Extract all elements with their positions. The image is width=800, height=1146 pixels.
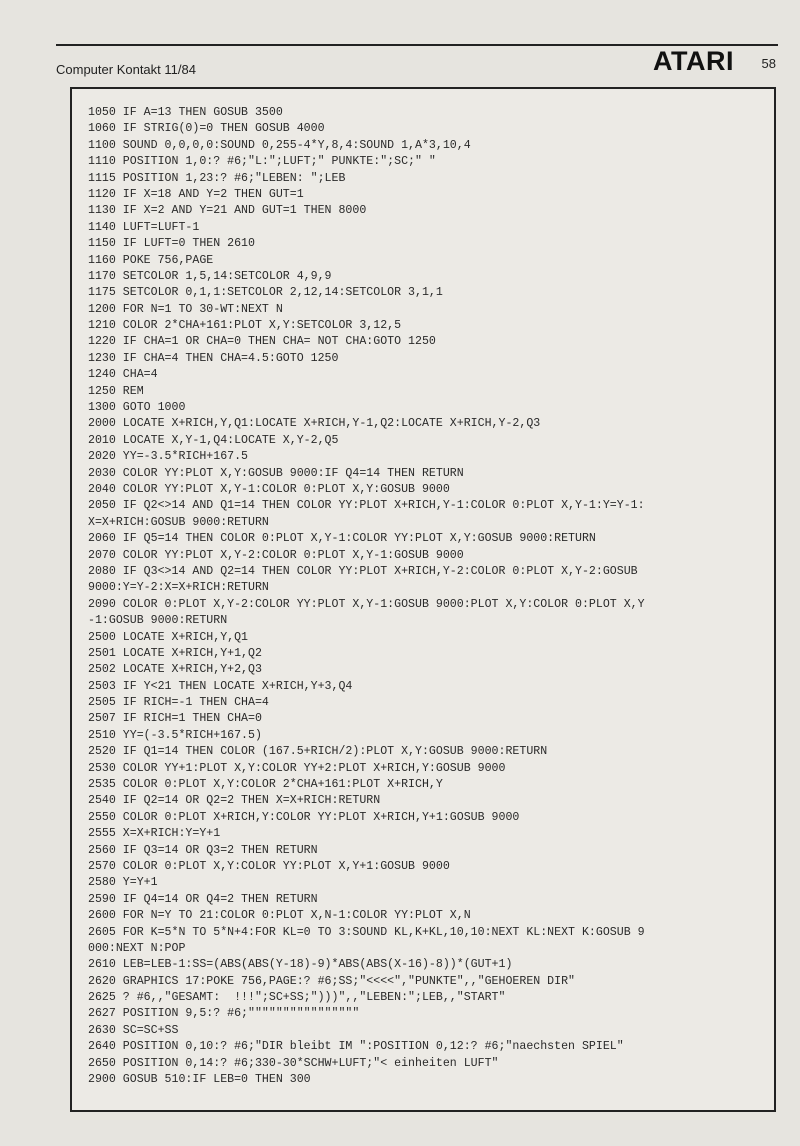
code-line: 1150 IF LUFT=0 THEN 2610 (88, 237, 255, 251)
code-line: 2040 COLOR YY:PLOT X,Y-1:COLOR 0:PLOT X,Y:GOSUB 9000 (88, 482, 450, 496)
code-line: 1100 SOUND 0,0,0,0:SOUND 0,255-4*Y,8,4:SOUND 1,A*3,10,4 (88, 138, 471, 152)
code-line: 1160 POKE 756,PAGE (88, 253, 214, 267)
code-line: 2530 COLOR YY+1:PLOT X,Y:COLOR YY+2:PLOT X+RICH,Y:GOSUB 9000 (88, 761, 506, 775)
code-line: 1130 IF X=2 AND Y=21 AND GUT=1 THEN 8000 (88, 204, 367, 218)
code-line: 2560 IF Q3=14 OR Q3=2 THEN RETURN (88, 843, 318, 857)
code-line: 000:NEXT N:POP (88, 941, 186, 955)
code-line: 2080 IF Q3<>14 AND Q2=14 THEN COLOR YY:PLOT X+RICH,Y-2:COLOR 0:PLOT X,Y-2:GOSUB (88, 564, 638, 578)
code-line: 1240 CHA=4 (88, 368, 158, 382)
code-line: 1250 REM (88, 384, 144, 398)
code-line: 2507 IF RICH=1 THEN CHA=0 (88, 712, 262, 726)
code-line: 2535 COLOR 0:PLOT X,Y:COLOR 2*CHA+161:PLOT X+RICH,Y (88, 778, 443, 792)
code-line: 2610 LEB=LEB-1:SS=(ABS(ABS(Y-18)-9)*ABS(ABS(X-16)-8))*(GUT+1) (88, 958, 513, 972)
page-header (56, 44, 778, 84)
code-line: 2570 COLOR 0:PLOT X,Y:COLOR YY:PLOT X,Y+1:GOSUB 9000 (88, 859, 450, 873)
code-line: 1220 IF CHA=1 OR CHA=0 THEN CHA= NOT CHA:GOTO 1250 (88, 335, 436, 349)
code-line: 1210 COLOR 2*CHA+161:PLOT X,Y:SETCOLOR 3,12,5 (88, 319, 402, 333)
page-number: 58 (761, 56, 776, 71)
code-line: 2620 GRAPHICS 17:POKE 756,PAGE:? #6;SS;"<<<<","PUNKTE",,"GEHOEREN DIR" (88, 974, 576, 988)
code-line: 2625 ? #6,,"GESAMT: !!!";SC+SS;")))",,"LEBEN:";LEB,,"START" (88, 991, 506, 1005)
section-title: ATARI (653, 46, 734, 76)
code-line: 2555 X=X+RICH:Y=Y+1 (88, 827, 221, 841)
code-line: 2010 LOCATE X,Y-1,Q4:LOCATE X,Y-2,Q5 (88, 433, 339, 447)
code-line: 2090 COLOR 0:PLOT X,Y-2:COLOR YY:PLOT X,Y-1:GOSUB 9000:PLOT X,Y:COLOR 0:PLOT X,Y (88, 597, 645, 611)
code-line: 2630 SC=SC+SS (88, 1023, 179, 1037)
code-line: 9000:Y=Y-2:X=X+RICH:RETURN (88, 581, 269, 595)
code-line: 2500 LOCATE X+RICH,Y,Q1 (88, 630, 249, 644)
code-line: 2510 YY=(-3.5*RICH+167.5) (88, 728, 262, 742)
code-line: 1060 IF STRIG(0)=0 THEN GOSUB 4000 (88, 122, 325, 136)
code-line: 2505 IF RICH=-1 THEN CHA=4 (88, 696, 269, 710)
code-line: 2503 IF Y<21 THEN LOCATE X+RICH,Y+3,Q4 (88, 679, 353, 693)
code-listing-box (70, 87, 776, 1112)
code-line: 1300 GOTO 1000 (88, 401, 186, 415)
code-line: 1175 SETCOLOR 0,1,1:SETCOLOR 2,12,14:SETCOLOR 3,1,1 (88, 286, 443, 300)
code-line: 2627 POSITION 9,5:? #6;"""""""""""""""" (88, 1007, 360, 1021)
code-line: 2580 Y=Y+1 (88, 876, 158, 890)
code-line: 1140 LUFT=LUFT-1 (88, 220, 200, 234)
code-line: 2600 FOR N=Y TO 21:COLOR 0:PLOT X,N-1:COLOR YY:PLOT X,N (88, 909, 471, 923)
code-line: 2590 IF Q4=14 OR Q4=2 THEN RETURN (88, 892, 318, 906)
code-line: 2050 IF Q2<>14 AND Q1=14 THEN COLOR YY:PLOT X+RICH,Y-1:COLOR 0:PLOT X,Y-1:Y=Y-1: (88, 499, 645, 513)
code-line: 2030 COLOR YY:PLOT X,Y:GOSUB 9000:IF Q4=14 THEN RETURN (88, 466, 464, 480)
code-line: 2070 COLOR YY:PLOT X,Y-2:COLOR 0:PLOT X,Y-1:GOSUB 9000 (88, 548, 464, 562)
code-line: 2900 GOSUB 510:IF LEB=0 THEN 300 (88, 1073, 311, 1087)
code-line: 2550 COLOR 0:PLOT X+RICH,Y:COLOR YY:PLOT X+RICH,Y+1:GOSUB 9000 (88, 810, 520, 824)
code-line: 1200 FOR N=1 TO 30-WT:NEXT N (88, 302, 283, 316)
magazine-issue: Computer Kontakt 11/84 (56, 62, 196, 77)
code-line: 1170 SETCOLOR 1,5,14:SETCOLOR 4,9,9 (88, 269, 332, 283)
code-line: 1115 POSITION 1,23:? #6;"LEBEN: ";LEB (88, 171, 346, 185)
code-line: 1110 POSITION 1,0:? #6;"L:";LUFT;" PUNKTE:";SC;" " (88, 155, 436, 169)
code-line: 2650 POSITION 0,14:? #6;330-30*SCHW+LUFT;"< einheiten LUFT" (88, 1056, 499, 1070)
code-line: 1230 IF CHA=4 THEN CHA=4.5:GOTO 1250 (88, 351, 339, 365)
code-line: 1120 IF X=18 AND Y=2 THEN GUT=1 (88, 187, 304, 201)
code-line: 2060 IF Q5=14 THEN COLOR 0:PLOT X,Y-1:COLOR YY:PLOT X,Y:GOSUB 9000:RETURN (88, 532, 596, 546)
code-line: 2501 LOCATE X+RICH,Y+1,Q2 (88, 646, 262, 660)
code-line: 2605 FOR K=5*N TO 5*N+4:FOR KL=0 TO 3:SOUND KL,K+KL,10,10:NEXT KL:NEXT K:GOSUB 9 (88, 925, 645, 939)
code-line: 1050 IF A=13 THEN GOSUB 3500 (88, 106, 283, 119)
code-lines (88, 105, 768, 1088)
code-line: 2540 IF Q2=14 OR Q2=2 THEN X=X+RICH:RETURN (88, 794, 381, 808)
code-line: 2000 LOCATE X+RICH,Y,Q1:LOCATE X+RICH,Y-1,Q2:LOCATE X+RICH,Y-2,Q3 (88, 417, 541, 431)
code-line: -1:GOSUB 9000:RETURN (88, 614, 228, 628)
code-line: 2520 IF Q1=14 THEN COLOR (167.5+RICH/2):PLOT X,Y:GOSUB 9000:RETURN (88, 745, 548, 759)
code-line: 2640 POSITION 0,10:? #6;"DIR bleibt IM ":POSITION 0,12:? #6;"naechsten SPIEL" (88, 1040, 624, 1054)
code-line: 2020 YY=-3.5*RICH+167.5 (88, 450, 249, 464)
code-line: 2502 LOCATE X+RICH,Y+2,Q3 (88, 663, 262, 677)
code-line: X=X+RICH:GOSUB 9000:RETURN (88, 515, 269, 529)
